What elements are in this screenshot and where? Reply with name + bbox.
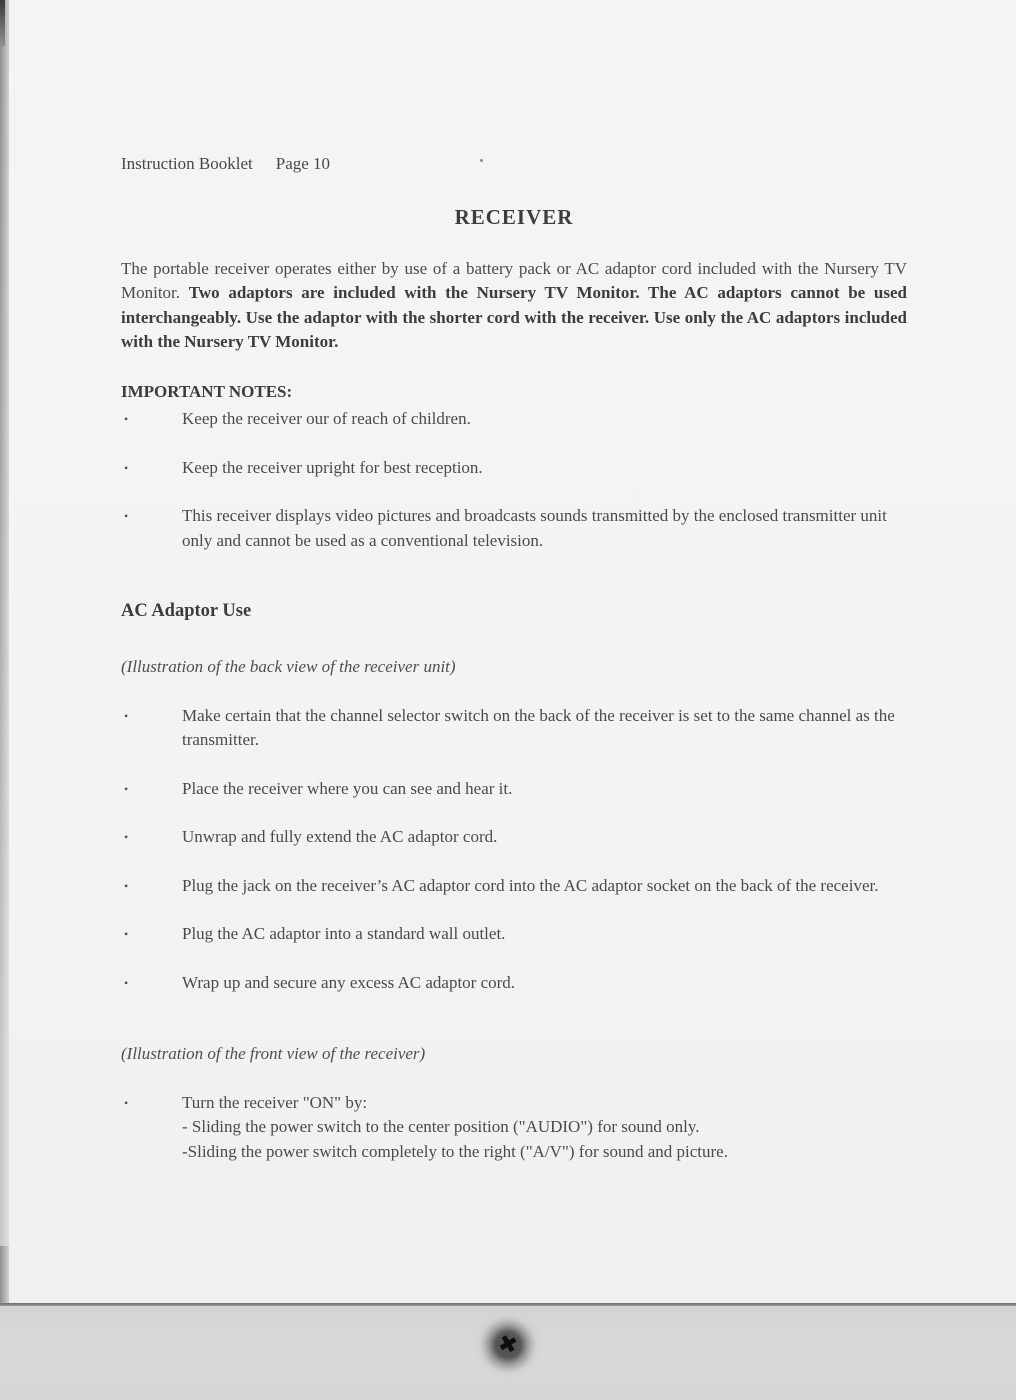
step-item bbox=[121, 825, 907, 850]
document-header bbox=[121, 152, 907, 177]
bullet-icon: • bbox=[124, 412, 129, 426]
step-item bbox=[121, 704, 907, 753]
intro-paragraph bbox=[121, 257, 907, 355]
step-item bbox=[121, 777, 907, 802]
note-item bbox=[121, 456, 907, 481]
note-text: Keep the receiver upright for best reception. bbox=[182, 457, 483, 477]
note-item bbox=[121, 407, 907, 432]
back-view-caption: (Illustration of the back view of the receiver unit) bbox=[121, 657, 456, 676]
bullet-icon: • bbox=[124, 460, 129, 475]
bullet-icon: • bbox=[124, 878, 129, 893]
power-on-item bbox=[121, 1091, 907, 1165]
step-item bbox=[121, 922, 907, 947]
power-on-text bbox=[182, 1091, 907, 1165]
important-notes-list bbox=[121, 407, 907, 553]
front-view-caption: (Illustration of the front view of the receiver) bbox=[121, 1044, 426, 1063]
power-on-list bbox=[121, 1091, 907, 1165]
step-text: Wrap up and secure any excess AC adaptor cord. bbox=[182, 972, 516, 992]
bullet-icon: • bbox=[124, 927, 129, 941]
bullet-icon: • bbox=[124, 1095, 129, 1110]
page-title: RECEIVER bbox=[454, 204, 574, 229]
intro-normal-text: The portable receiver operates either by use of a battery pack or AC adaptor cord included with the Nursery TV Monitor. bbox=[121, 258, 907, 302]
power-on-lead: Turn the receiver "ON" by: bbox=[182, 1092, 368, 1112]
step-item bbox=[121, 874, 907, 899]
note-text: This receiver displays video pictures and broadcasts sounds transmitted by the enclosed transmitter unit only and cannot be used as a conventional television. bbox=[182, 506, 887, 550]
power-on-subline: - Sliding the power switch to the center position ("AUDIO") for sound only. bbox=[182, 1117, 700, 1136]
step-text: Make certain that the channel selector switch on the back of the receiver is set to the same channel as the transmitter. bbox=[182, 705, 895, 749]
bullet-icon: • bbox=[124, 708, 129, 723]
page-content bbox=[121, 152, 907, 1164]
important-notes-heading: IMPORTANT NOTES: bbox=[121, 381, 293, 401]
header-booklet-label: Instruction Booklet bbox=[121, 154, 253, 173]
scanner-edge-strip bbox=[0, 0, 9, 1400]
binder-screw bbox=[474, 1311, 542, 1379]
step-text: Unwrap and fully extend the AC adaptor cord. bbox=[182, 827, 498, 846]
adaptor-steps-list bbox=[121, 704, 907, 996]
note-text: Keep the receiver our of reach of children. bbox=[182, 409, 471, 428]
step-item bbox=[121, 971, 907, 996]
bullet-icon: • bbox=[124, 781, 129, 796]
power-on-subline: -Sliding the power switch completely to the right ("A/V") for sound and picture. bbox=[182, 1141, 728, 1161]
header-page-number: Page 10 bbox=[275, 154, 331, 173]
step-text: Plug the jack on the receiver’s AC adaptor cord into the AC adaptor socket on the back of the receiver. bbox=[182, 875, 879, 895]
step-text: Plug the AC adaptor into a standard wall outlet. bbox=[182, 924, 506, 943]
step-text: Place the receiver where you can see and hear it. bbox=[182, 778, 513, 798]
ac-adaptor-use-heading: AC Adaptor Use bbox=[121, 601, 252, 621]
bullet-icon: • bbox=[124, 975, 129, 990]
bullet-icon: • bbox=[124, 830, 129, 844]
intro-bold-text: Two adaptors are included with the Nursery TV Monitor. The AC adaptors cannot be used interchangeably. Use the adaptor with the shorter cord with the receiver. Use only the AC adaptors included with the Nursery TV Monitor. bbox=[121, 283, 907, 351]
screw-slot-icon: ✖ bbox=[495, 1329, 521, 1360]
bullet-icon: • bbox=[124, 509, 129, 523]
note-item bbox=[121, 504, 907, 553]
